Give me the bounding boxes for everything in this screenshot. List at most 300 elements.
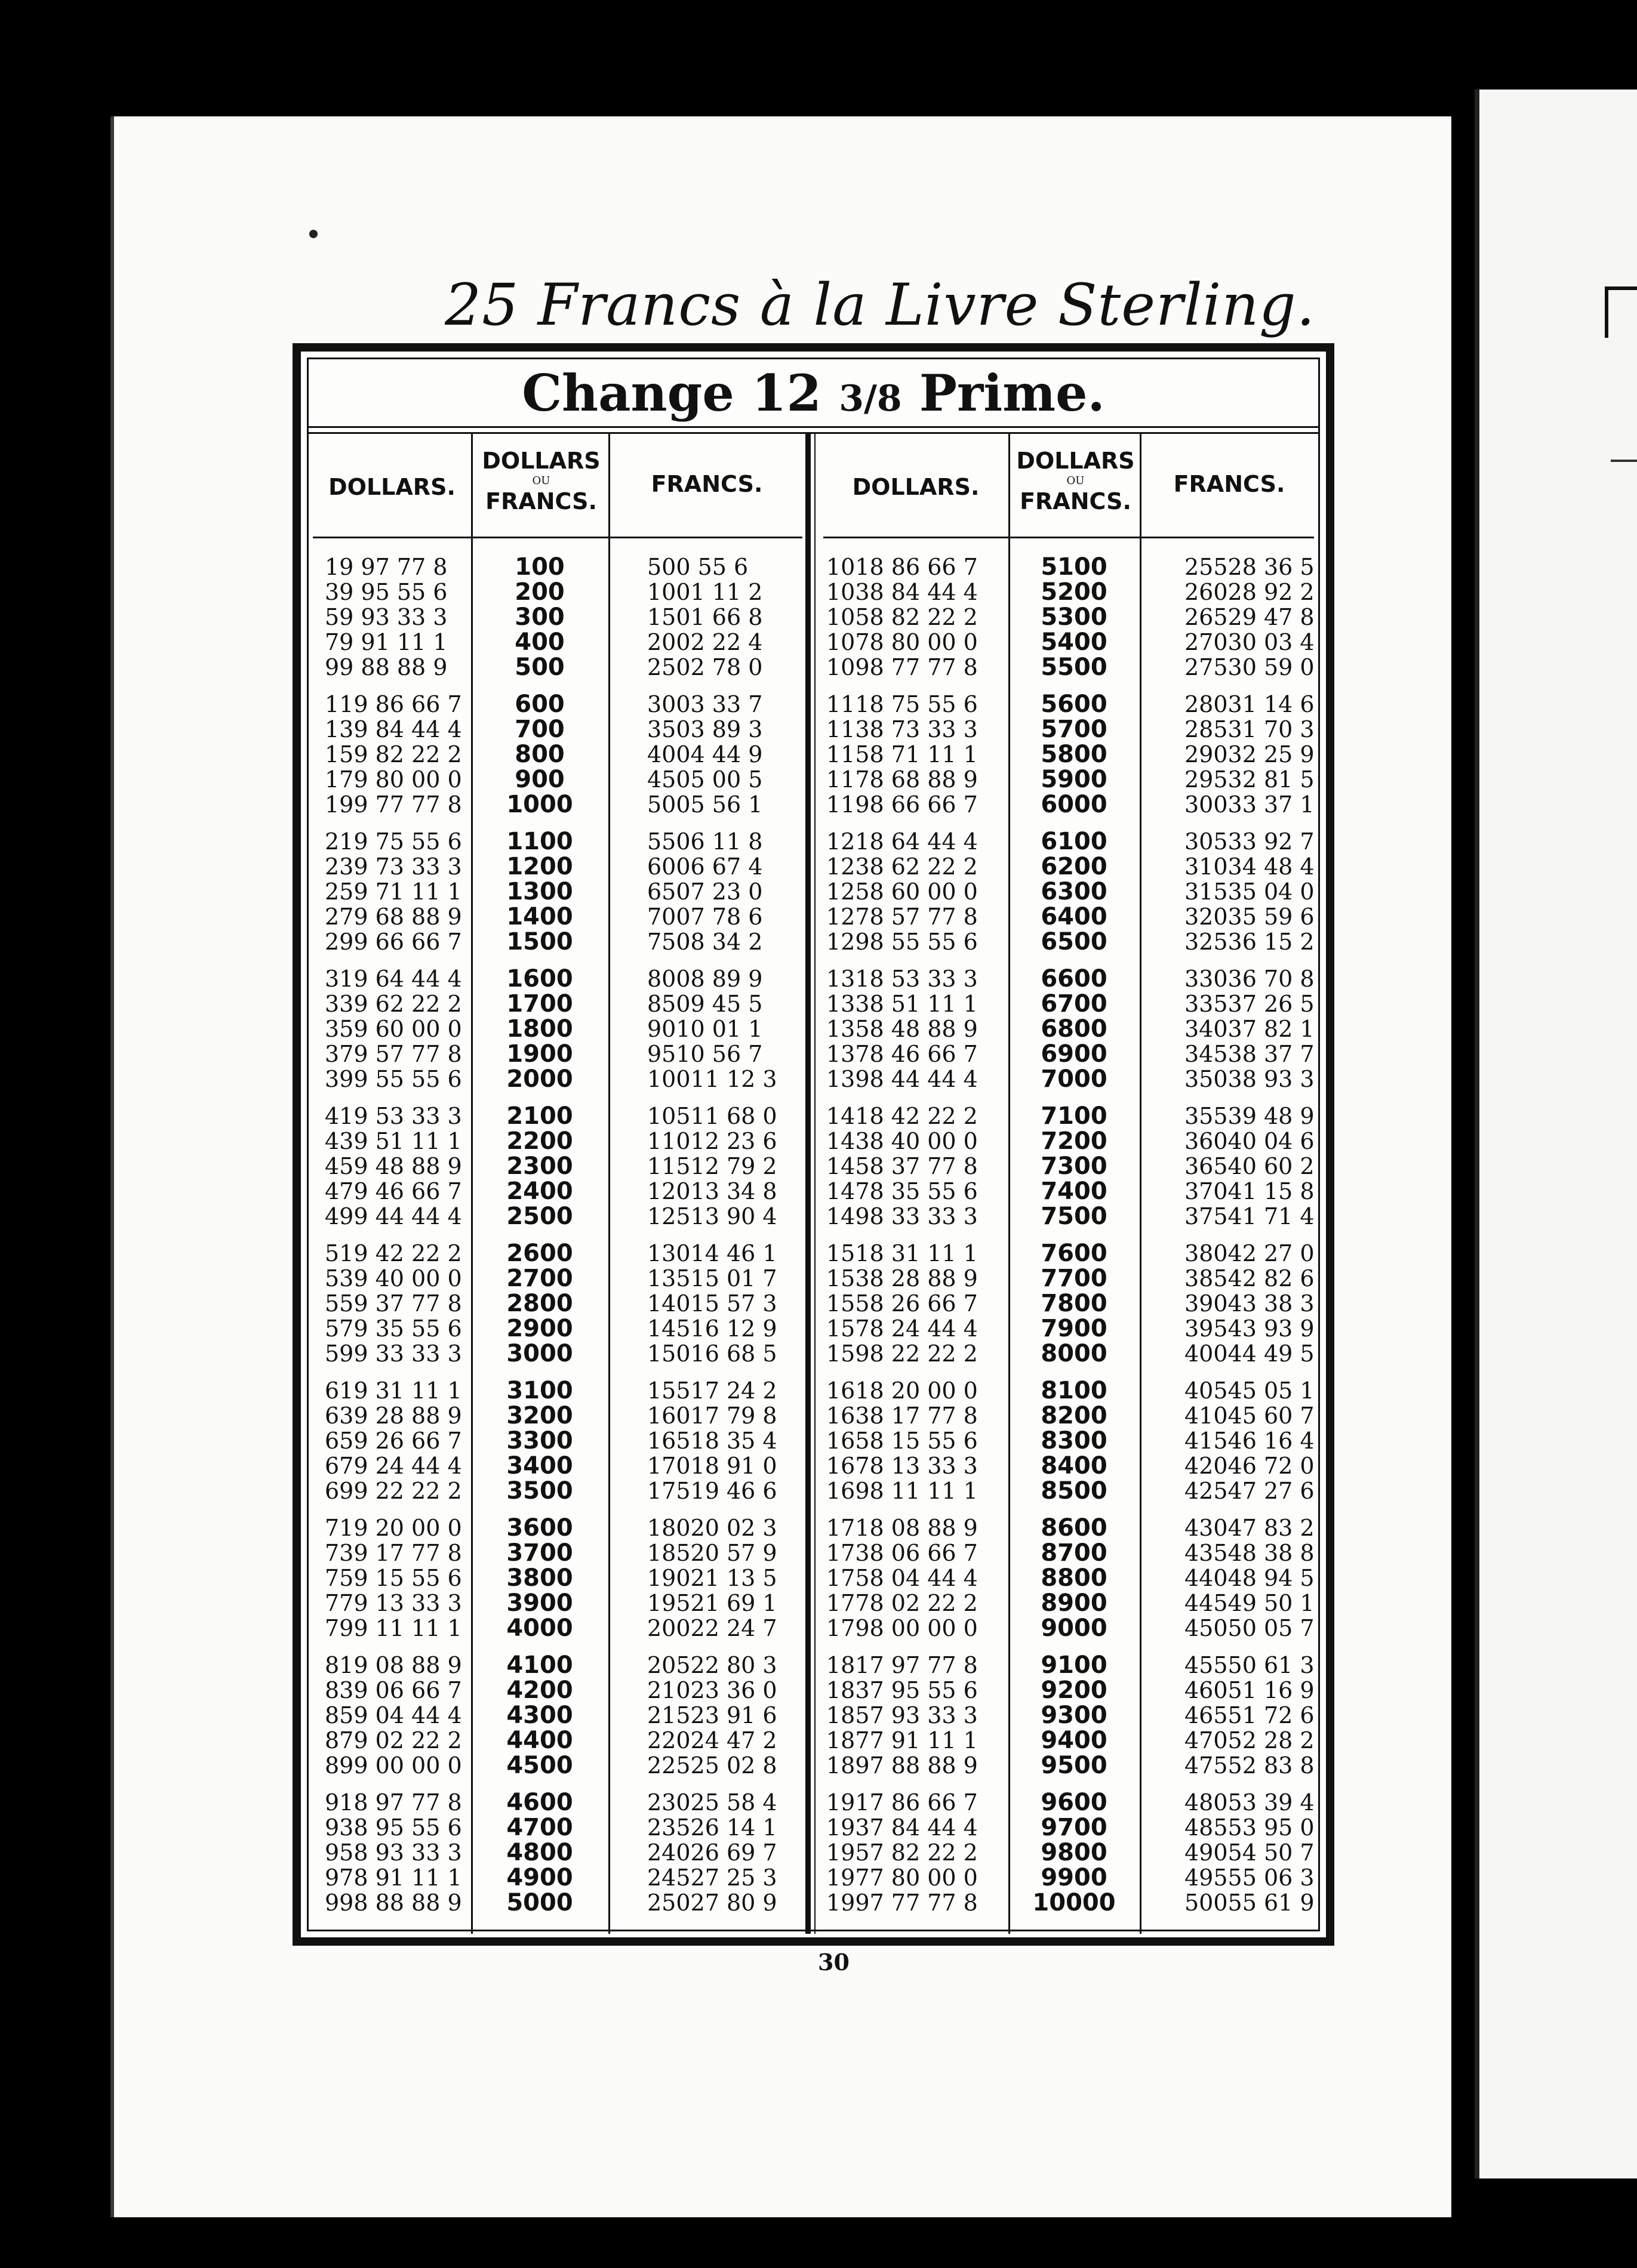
left-dollars-cell: 119 86 66 7 <box>325 691 462 717</box>
right-page-edge <box>1475 90 1637 2178</box>
left-francs-cell: 20522 80 3 <box>647 1652 777 1678</box>
right-dollars-cell: 1658 15 55 6 <box>826 1428 978 1454</box>
left-amount-cell: 4100 <box>506 1651 573 1679</box>
left-amount-cell: 3100 <box>506 1377 573 1404</box>
left-francs-cell: 5005 56 1 <box>647 791 763 818</box>
left-amount-cell: 1900 <box>506 1040 573 1068</box>
right-dollars-cell: 1458 37 77 8 <box>826 1153 978 1179</box>
right-amount-cell: 9900 <box>1041 1864 1107 1891</box>
left-amount-cell: 4200 <box>506 1677 573 1704</box>
left-dollars-cell: 399 55 55 6 <box>325 1066 462 1092</box>
right-amount-cell: 9500 <box>1041 1752 1107 1779</box>
left-amount-cell: 4700 <box>506 1814 573 1841</box>
right-francs-cell: 47052 28 2 <box>1184 1727 1315 1754</box>
right-dollars-cell: 1618 20 00 0 <box>826 1378 978 1404</box>
left-dollars-cell: 639 28 88 9 <box>325 1403 462 1429</box>
left-francs-cell: 22024 47 2 <box>647 1727 777 1754</box>
title-rule-2 <box>307 432 1320 434</box>
right-francs-cell: 28531 70 3 <box>1184 716 1315 742</box>
right-dollars-cell: 1778 02 22 2 <box>826 1590 978 1616</box>
left-francs-cell: 2502 78 0 <box>647 654 763 680</box>
left-francs-cell: 8509 45 5 <box>647 991 763 1017</box>
right-amount-cell: 5200 <box>1041 578 1107 606</box>
left-col-rule-2 <box>608 432 610 1934</box>
left-francs-cell: 23526 14 1 <box>647 1814 777 1841</box>
header-line-francs: FRANCS. <box>485 488 597 514</box>
left-francs-cell: 4505 00 5 <box>647 766 763 793</box>
right-amount-cell: 6200 <box>1041 853 1107 880</box>
right-francs-cell: 41045 60 7 <box>1184 1403 1315 1429</box>
right-dollars-cell: 1897 88 88 9 <box>826 1752 978 1779</box>
right-francs-cell: 36540 60 2 <box>1184 1153 1315 1179</box>
right-amount-cell: 6900 <box>1041 1040 1107 1068</box>
header-line-ou: OU <box>1066 474 1085 487</box>
left-amount-cell: 4300 <box>506 1702 573 1729</box>
right-francs-cell: 33537 26 5 <box>1184 991 1315 1017</box>
right-dollars-cell: 1698 11 11 1 <box>826 1478 978 1504</box>
right-dollars-cell: 1218 64 44 4 <box>826 828 978 855</box>
left-francs-cell: 16017 79 8 <box>647 1403 777 1429</box>
header-line-ou: OU <box>532 474 550 487</box>
right-amount-cell: 5900 <box>1041 766 1107 793</box>
right-dollars-cell: 1238 62 22 2 <box>826 853 978 880</box>
right-dollars-cell: 1098 77 77 8 <box>826 654 978 680</box>
right-amount-cell: 7700 <box>1041 1265 1107 1292</box>
left-dollars-cell: 739 17 77 8 <box>325 1540 462 1566</box>
right-amount-cell: 9300 <box>1041 1702 1107 1729</box>
right-dollars-cell: 1817 97 77 8 <box>826 1652 978 1678</box>
right-francs-cell: 34037 82 1 <box>1184 1016 1315 1042</box>
right-francs-cell: 39043 38 3 <box>1184 1290 1315 1317</box>
right-dollars-cell: 1718 08 88 9 <box>826 1515 978 1541</box>
right-header-dollars: DOLLARS. <box>852 474 980 500</box>
table-title <box>301 363 1326 423</box>
right-francs-cell: 35539 48 9 <box>1184 1103 1315 1129</box>
left-francs-cell: 19021 13 5 <box>647 1565 777 1591</box>
right-francs-cell: 29032 25 9 <box>1184 741 1315 768</box>
right-dollars-cell: 1758 04 44 4 <box>826 1565 978 1591</box>
right-dollars-cell: 1837 95 55 6 <box>826 1677 978 1703</box>
left-francs-cell: 12513 90 4 <box>647 1203 777 1229</box>
right-amount-cell: 8000 <box>1041 1340 1107 1367</box>
left-dollars-cell: 99 88 88 9 <box>325 654 448 680</box>
right-dollars-cell: 1338 51 11 1 <box>826 991 978 1017</box>
left-amount-cell: 1400 <box>506 903 573 930</box>
left-dollars-cell: 519 42 22 2 <box>325 1240 462 1266</box>
right-col-rule-1 <box>1008 432 1010 1934</box>
left-amount-cell: 5000 <box>506 1889 573 1916</box>
header-line-dollars: DOLLARS <box>482 448 601 474</box>
right-dollars-cell: 1598 22 22 2 <box>826 1341 978 1367</box>
left-amount-cell: 3200 <box>506 1402 573 1429</box>
left-amount-cell: 3700 <box>506 1539 573 1567</box>
left-amount-cell: 1800 <box>506 1015 573 1043</box>
right-dollars-cell: 1178 68 88 9 <box>826 766 978 793</box>
left-amount-cell: 3500 <box>506 1477 573 1505</box>
left-amount-cell: 3900 <box>506 1589 573 1617</box>
left-dollars-cell: 958 93 33 3 <box>325 1839 462 1866</box>
right-dollars-cell: 1258 60 00 0 <box>826 879 978 905</box>
left-francs-cell: 9010 01 1 <box>647 1016 763 1042</box>
right-francs-cell: 32035 59 6 <box>1184 904 1315 930</box>
left-dollars-cell: 899 00 00 0 <box>325 1752 462 1779</box>
right-dollars-cell: 1018 86 66 7 <box>826 554 978 580</box>
left-amount-cell: 3300 <box>506 1427 573 1455</box>
running-title: 25 Francs à la Livre Sterling. <box>445 272 1316 338</box>
right-francs-cell: 30033 37 1 <box>1184 791 1315 818</box>
right-amount-cell: 9400 <box>1041 1727 1107 1754</box>
header-line-dollars: DOLLARS <box>1016 448 1135 474</box>
right-francs-cell: 49054 50 7 <box>1184 1839 1315 1866</box>
left-amount-cell: 900 <box>515 766 565 793</box>
right-amount-cell: 9600 <box>1041 1789 1107 1816</box>
right-dollars-cell: 1518 31 11 1 <box>826 1240 978 1266</box>
right-francs-cell: 38042 27 0 <box>1184 1240 1315 1266</box>
right-dollars-cell: 1917 86 66 7 <box>826 1789 978 1816</box>
right-col-rule-2 <box>1140 432 1141 1934</box>
right-amount-cell: 5700 <box>1041 716 1107 743</box>
left-amount-cell: 1000 <box>506 791 573 818</box>
right-francs-cell: 26529 47 8 <box>1184 604 1315 630</box>
right-dollars-cell: 1298 55 55 6 <box>826 929 978 955</box>
right-amount-cell: 5600 <box>1041 691 1107 718</box>
right-dollars-cell: 1798 00 00 0 <box>826 1615 978 1641</box>
left-amount-cell: 3000 <box>506 1340 573 1367</box>
left-amount-cell: 3400 <box>506 1452 573 1480</box>
left-amount-cell: 2400 <box>506 1178 573 1205</box>
left-amount-cell: 100 <box>515 553 565 581</box>
right-francs-cell: 48553 95 0 <box>1184 1814 1315 1841</box>
left-dollars-cell: 79 91 11 1 <box>325 629 448 655</box>
left-col-rule-1 <box>471 432 473 1934</box>
right-page-rule <box>1611 460 1637 462</box>
left-amount-cell: 1700 <box>506 990 573 1018</box>
right-dollars-cell: 1138 73 33 3 <box>826 716 978 742</box>
right-francs-cell: 27030 03 4 <box>1184 629 1315 655</box>
left-francs-cell: 3003 33 7 <box>647 691 763 717</box>
right-dollars-cell: 1997 77 77 8 <box>826 1890 978 1916</box>
right-francs-cell: 45050 05 7 <box>1184 1615 1315 1641</box>
left-francs-cell: 24026 69 7 <box>647 1839 777 1866</box>
left-francs-cell: 22525 02 8 <box>647 1752 777 1779</box>
left-amount-cell: 3800 <box>506 1564 573 1592</box>
right-francs-cell: 37541 71 4 <box>1184 1203 1315 1229</box>
right-dollars-cell: 1118 75 55 6 <box>826 691 978 717</box>
left-francs-cell: 5506 11 8 <box>647 828 763 855</box>
left-dollars-cell: 159 82 22 2 <box>325 741 462 768</box>
right-amount-cell: 8500 <box>1041 1477 1107 1505</box>
left-dollars-cell: 619 31 11 1 <box>325 1378 462 1404</box>
left-francs-cell: 6507 23 0 <box>647 879 763 905</box>
right-amount-cell: 9200 <box>1041 1677 1107 1704</box>
ink-dot <box>309 230 318 238</box>
left-francs-cell: 20022 24 7 <box>647 1615 777 1641</box>
left-amount-cell: 2000 <box>506 1065 573 1093</box>
right-francs-cell: 32536 15 2 <box>1184 929 1315 955</box>
right-amount-cell: 6300 <box>1041 878 1107 905</box>
right-dollars-cell: 1558 26 66 7 <box>826 1290 978 1317</box>
left-amount-cell: 200 <box>515 578 565 606</box>
left-header-francs: FRANCS. <box>651 471 763 497</box>
table-title-fraction: 3/8 <box>839 378 902 420</box>
left-amount-cell: 1300 <box>506 878 573 905</box>
left-francs-cell: 21523 91 6 <box>647 1702 777 1728</box>
left-francs-cell: 24527 25 3 <box>647 1865 777 1891</box>
right-header-francs: FRANCS. <box>1173 471 1285 497</box>
left-francs-cell: 2002 22 4 <box>647 629 763 655</box>
left-header-rule <box>313 537 802 538</box>
right-francs-cell: 31034 48 4 <box>1184 853 1315 880</box>
right-amount-cell: 6600 <box>1041 965 1107 993</box>
right-francs-cell: 46551 72 6 <box>1184 1702 1315 1728</box>
right-amount-cell: 8400 <box>1041 1452 1107 1480</box>
right-amount-cell: 8100 <box>1041 1377 1107 1404</box>
right-amount-cell: 6400 <box>1041 903 1107 930</box>
left-dollars-cell: 359 60 00 0 <box>325 1016 462 1042</box>
left-francs-cell: 7508 34 2 <box>647 929 763 955</box>
right-dollars-cell: 1318 53 33 3 <box>826 966 978 992</box>
right-amount-cell: 8200 <box>1041 1402 1107 1429</box>
left-dollars-cell: 759 15 55 6 <box>325 1565 462 1591</box>
left-francs-cell: 1001 11 2 <box>647 579 763 605</box>
left-francs-cell: 25027 80 9 <box>647 1890 777 1916</box>
left-amount-cell: 2600 <box>506 1240 573 1267</box>
right-dollars-cell: 1478 35 55 6 <box>826 1178 978 1204</box>
left-amount-cell: 3600 <box>506 1514 573 1542</box>
right-dollars-cell: 1078 80 00 0 <box>826 629 978 655</box>
right-amount-cell: 9700 <box>1041 1814 1107 1841</box>
left-francs-cell: 18020 02 3 <box>647 1515 777 1541</box>
left-dollars-cell: 199 77 77 8 <box>325 791 462 818</box>
right-amount-cell: 7200 <box>1041 1127 1107 1155</box>
right-francs-cell: 44549 50 1 <box>1184 1590 1315 1616</box>
right-dollars-cell: 1038 84 44 4 <box>826 579 978 605</box>
left-dollars-cell: 659 26 66 7 <box>325 1428 462 1454</box>
right-francs-cell: 36040 04 6 <box>1184 1128 1315 1154</box>
right-francs-cell: 42046 72 0 <box>1184 1453 1315 1479</box>
left-dollars-cell: 39 95 55 6 <box>325 579 448 605</box>
left-dollars-cell: 139 84 44 4 <box>325 716 462 742</box>
left-dollars-cell: 978 91 11 1 <box>325 1865 462 1891</box>
right-amount-cell: 7500 <box>1041 1203 1107 1230</box>
right-dollars-cell: 1877 91 11 1 <box>826 1727 978 1754</box>
left-dollars-cell: 819 08 88 9 <box>325 1652 462 1678</box>
left-amount-cell: 2800 <box>506 1290 573 1317</box>
left-amount-cell: 2700 <box>506 1265 573 1292</box>
left-dollars-cell: 559 37 77 8 <box>325 1290 462 1317</box>
right-amount-cell: 9800 <box>1041 1839 1107 1866</box>
left-amount-cell: 2100 <box>506 1102 573 1130</box>
right-amount-cell: 6800 <box>1041 1015 1107 1043</box>
left-header-dollars: DOLLARS. <box>328 474 456 500</box>
right-amount-cell: 6700 <box>1041 990 1107 1018</box>
right-francs-cell: 46051 16 9 <box>1184 1677 1315 1703</box>
right-francs-cell: 48053 39 4 <box>1184 1789 1315 1816</box>
right-dollars-cell: 1398 44 44 4 <box>826 1066 978 1092</box>
left-francs-cell: 8008 89 9 <box>647 966 763 992</box>
right-dollars-cell: 1957 82 22 2 <box>826 1839 978 1866</box>
right-dollars-cell: 1158 71 11 1 <box>826 741 978 768</box>
right-francs-cell: 31535 04 0 <box>1184 879 1315 905</box>
left-amount-cell: 1200 <box>506 853 573 880</box>
right-amount-cell: 6500 <box>1041 928 1107 956</box>
right-francs-cell: 38542 82 6 <box>1184 1265 1315 1292</box>
right-francs-cell: 40044 49 5 <box>1184 1341 1315 1367</box>
left-francs-cell: 23025 58 4 <box>647 1789 777 1816</box>
right-francs-cell: 29532 81 5 <box>1184 766 1315 793</box>
right-francs-cell: 28031 14 6 <box>1184 691 1315 717</box>
left-header-dollars-ou-francs <box>474 447 608 515</box>
right-amount-cell: 8900 <box>1041 1589 1107 1617</box>
right-francs-cell: 30533 92 7 <box>1184 828 1315 855</box>
right-francs-cell: 25528 36 5 <box>1184 554 1315 580</box>
right-amount-cell: 7400 <box>1041 1178 1107 1205</box>
left-dollars-cell: 859 04 44 4 <box>325 1702 462 1728</box>
left-amount-cell: 2900 <box>506 1315 573 1342</box>
left-amount-cell: 700 <box>515 716 565 743</box>
left-francs-cell: 10011 12 3 <box>647 1066 777 1092</box>
left-amount-cell: 4500 <box>506 1752 573 1779</box>
left-francs-cell: 11012 23 6 <box>647 1128 777 1154</box>
right-dollars-cell: 1538 28 88 9 <box>826 1265 978 1292</box>
right-dollars-cell: 1198 66 66 7 <box>826 791 978 818</box>
left-francs-cell: 12013 34 8 <box>647 1178 777 1204</box>
right-dollars-cell: 1498 33 33 3 <box>826 1203 978 1229</box>
left-dollars-cell: 319 64 44 4 <box>325 966 462 992</box>
right-page-table-corner <box>1605 286 1637 338</box>
right-amount-cell: 10000 <box>1032 1889 1116 1916</box>
left-amount-cell: 4600 <box>506 1789 573 1816</box>
left-amount-cell: 500 <box>515 654 565 681</box>
right-francs-cell: 44048 94 5 <box>1184 1565 1315 1591</box>
right-amount-cell: 8700 <box>1041 1539 1107 1567</box>
right-francs-cell: 40545 05 1 <box>1184 1378 1315 1404</box>
left-dollars-cell: 299 66 66 7 <box>325 929 462 955</box>
left-amount-cell: 2500 <box>506 1203 573 1230</box>
right-amount-cell: 7100 <box>1041 1102 1107 1130</box>
left-dollars-cell: 379 57 77 8 <box>325 1041 462 1067</box>
right-francs-cell: 41546 16 4 <box>1184 1428 1315 1454</box>
right-francs-cell: 27530 59 0 <box>1184 654 1315 680</box>
right-amount-cell: 8800 <box>1041 1564 1107 1592</box>
right-francs-cell: 45550 61 3 <box>1184 1652 1315 1678</box>
right-amount-cell: 6100 <box>1041 828 1107 855</box>
page-number: 30 <box>818 1949 850 1976</box>
left-dollars-cell: 339 62 22 2 <box>325 991 462 1017</box>
right-amount-cell: 5300 <box>1041 603 1107 631</box>
right-francs-cell: 34538 37 7 <box>1184 1041 1315 1067</box>
right-amount-cell: 7800 <box>1041 1290 1107 1317</box>
left-dollars-cell: 179 80 00 0 <box>325 766 462 793</box>
left-dollars-cell: 259 71 11 1 <box>325 879 462 905</box>
right-francs-cell: 50055 61 9 <box>1184 1890 1315 1916</box>
right-francs-cell: 47552 83 8 <box>1184 1752 1315 1779</box>
left-dollars-cell: 879 02 22 2 <box>325 1727 462 1754</box>
left-francs-cell: 21023 36 0 <box>647 1677 777 1703</box>
left-francs-cell: 15517 24 2 <box>647 1378 777 1404</box>
left-amount-cell: 4900 <box>506 1864 573 1891</box>
table-title-main: Change 12 <box>522 363 821 423</box>
left-dollars-cell: 499 44 44 4 <box>325 1203 462 1229</box>
right-amount-cell: 7900 <box>1041 1315 1107 1342</box>
right-dollars-cell: 1378 46 66 7 <box>826 1041 978 1067</box>
left-amount-cell: 1600 <box>506 965 573 993</box>
right-amount-cell: 7000 <box>1041 1065 1107 1093</box>
right-amount-cell: 9100 <box>1041 1651 1107 1679</box>
left-dollars-cell: 779 13 33 3 <box>325 1590 462 1616</box>
table-title-suffix: Prime. <box>919 363 1105 423</box>
left-francs-cell: 18520 57 9 <box>647 1540 777 1566</box>
left-dollars-cell: 918 97 77 8 <box>325 1789 462 1816</box>
right-header-dollars-ou-francs <box>1011 447 1140 515</box>
left-amount-cell: 4800 <box>506 1839 573 1866</box>
right-amount-cell: 6000 <box>1041 791 1107 818</box>
right-dollars-cell: 1638 17 77 8 <box>826 1403 978 1429</box>
left-dollars-cell: 539 40 00 0 <box>325 1265 462 1292</box>
right-francs-cell: 37041 15 8 <box>1184 1178 1315 1204</box>
right-dollars-cell: 1578 24 44 4 <box>826 1315 978 1342</box>
left-dollars-cell: 699 22 22 2 <box>325 1478 462 1504</box>
right-amount-cell: 5800 <box>1041 741 1107 768</box>
left-dollars-cell: 219 75 55 6 <box>325 828 462 855</box>
left-amount-cell: 300 <box>515 603 565 631</box>
left-francs-cell: 16518 35 4 <box>647 1428 777 1454</box>
left-dollars-cell: 479 46 66 7 <box>325 1178 462 1204</box>
left-francs-cell: 6006 67 4 <box>647 853 763 880</box>
left-amount-cell: 600 <box>515 691 565 718</box>
left-francs-cell: 10511 68 0 <box>647 1103 777 1129</box>
left-amount-cell: 400 <box>515 628 565 656</box>
left-amount-cell: 2300 <box>506 1153 573 1180</box>
left-francs-cell: 15016 68 5 <box>647 1341 777 1367</box>
left-dollars-cell: 439 51 11 1 <box>325 1128 462 1154</box>
right-amount-cell: 7600 <box>1041 1240 1107 1267</box>
exchange-table <box>293 343 1334 1946</box>
right-header-rule <box>823 537 1314 538</box>
left-dollars-cell: 19 97 77 8 <box>325 554 448 580</box>
left-francs-cell: 19521 69 1 <box>647 1590 777 1616</box>
left-dollars-cell: 839 06 66 7 <box>325 1677 462 1703</box>
left-francs-cell: 13515 01 7 <box>647 1265 777 1292</box>
right-francs-cell: 42547 27 6 <box>1184 1478 1315 1504</box>
right-amount-cell: 5400 <box>1041 628 1107 656</box>
left-dollars-cell: 938 95 55 6 <box>325 1814 462 1841</box>
left-dollars-cell: 459 48 88 9 <box>325 1153 462 1179</box>
header-line-francs: FRANCS. <box>1020 488 1131 514</box>
left-francs-cell: 500 55 6 <box>647 554 749 580</box>
left-amount-cell: 800 <box>515 741 565 768</box>
left-dollars-cell: 239 73 33 3 <box>325 853 462 880</box>
right-dollars-cell: 1738 06 66 7 <box>826 1540 978 1566</box>
left-francs-cell: 14015 57 3 <box>647 1290 777 1317</box>
left-dollars-cell: 279 68 88 9 <box>325 904 462 930</box>
right-francs-cell: 33036 70 8 <box>1184 966 1315 992</box>
left-dollars-cell: 799 11 11 1 <box>325 1615 462 1641</box>
left-francs-cell: 4004 44 9 <box>647 741 763 768</box>
right-amount-cell: 5100 <box>1041 553 1107 581</box>
right-dollars-cell: 1977 80 00 0 <box>826 1865 978 1891</box>
left-francs-cell: 11512 79 2 <box>647 1153 777 1179</box>
right-francs-cell: 35038 93 3 <box>1184 1066 1315 1092</box>
right-dollars-cell: 1678 13 33 3 <box>826 1453 978 1479</box>
right-amount-cell: 7300 <box>1041 1153 1107 1180</box>
left-dollars-cell: 419 53 33 3 <box>325 1103 462 1129</box>
left-dollars-cell: 599 33 33 3 <box>325 1341 462 1367</box>
left-francs-cell: 17519 46 6 <box>647 1478 777 1504</box>
title-rule <box>307 426 1320 428</box>
left-francs-cell: 7007 78 6 <box>647 904 763 930</box>
right-francs-cell: 49555 06 3 <box>1184 1865 1315 1891</box>
